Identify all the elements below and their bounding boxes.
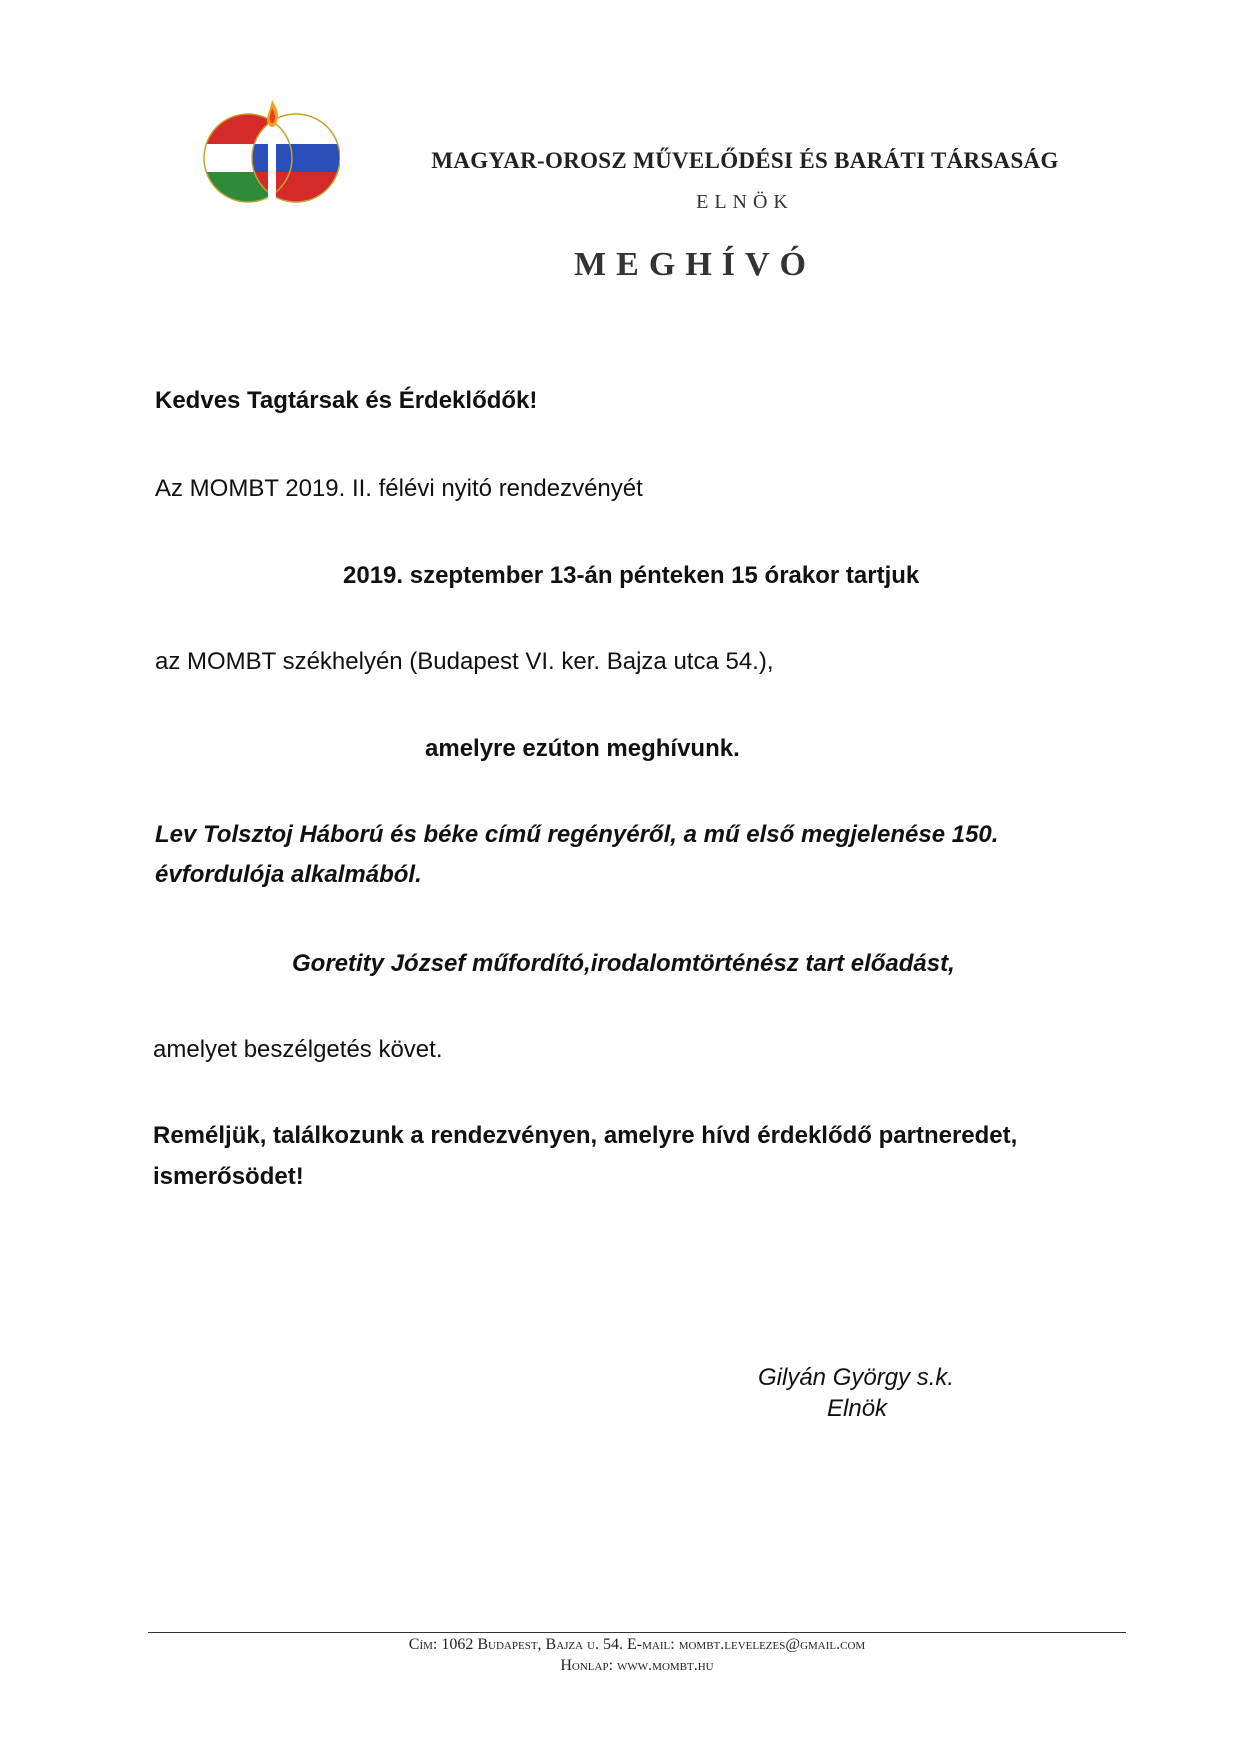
- intro-text: Az MOMBT 2019. II. félévi nyitó rendezvényét: [155, 475, 643, 502]
- topic-line-1: Lev Tolsztoj Háború és béke című regényéről, a mű első megjelenése 150.: [155, 821, 999, 848]
- footer-divider: [148, 1632, 1126, 1633]
- signature-name: Gilyán György s.k.: [758, 1364, 955, 1391]
- invite-text: amelyre ezúton meghívunk.: [425, 735, 740, 762]
- speaker-line: Goretity József műfordító,irodalomtörténész tart előadást,: [292, 950, 955, 977]
- topic-line-2: évfordulója alkalmából.: [155, 861, 422, 888]
- location-text: az MOMBT székhelyén (Budapest VI. ker. Bajza utca 54.),: [155, 648, 774, 675]
- followup-text: amelyet beszélgetés követ.: [153, 1036, 443, 1063]
- greeting: Kedves Tagtársak és Érdeklődők!: [155, 387, 538, 414]
- logo-icon: [200, 100, 340, 220]
- torch-icon: [268, 122, 276, 212]
- closing-line-1: Reméljük, találkozunk a rendezvényen, amelyre hívd érdeklődő partneredet,: [153, 1122, 1018, 1149]
- header-role: ELNÖK: [696, 191, 794, 213]
- closing-line-2: ismerősödet!: [153, 1163, 304, 1190]
- footer-address: Cím: 1062 Budapest, Bajza u. 54. E-mail: mombt.levelezes@gmail.com: [408, 1636, 866, 1653]
- footer-website: Honlap: www.mombt.hu: [560, 1657, 714, 1674]
- organization-name: MAGYAR-OROSZ MŰVELŐDÉSI ÉS BARÁTI TÁRSASÁG: [431, 148, 1059, 173]
- document-title: MEGHÍVÓ: [574, 246, 816, 283]
- date-line: 2019. szeptember 13-án pénteken 15 órakor tartjuk: [343, 562, 920, 589]
- signature-title: Elnök: [827, 1395, 888, 1422]
